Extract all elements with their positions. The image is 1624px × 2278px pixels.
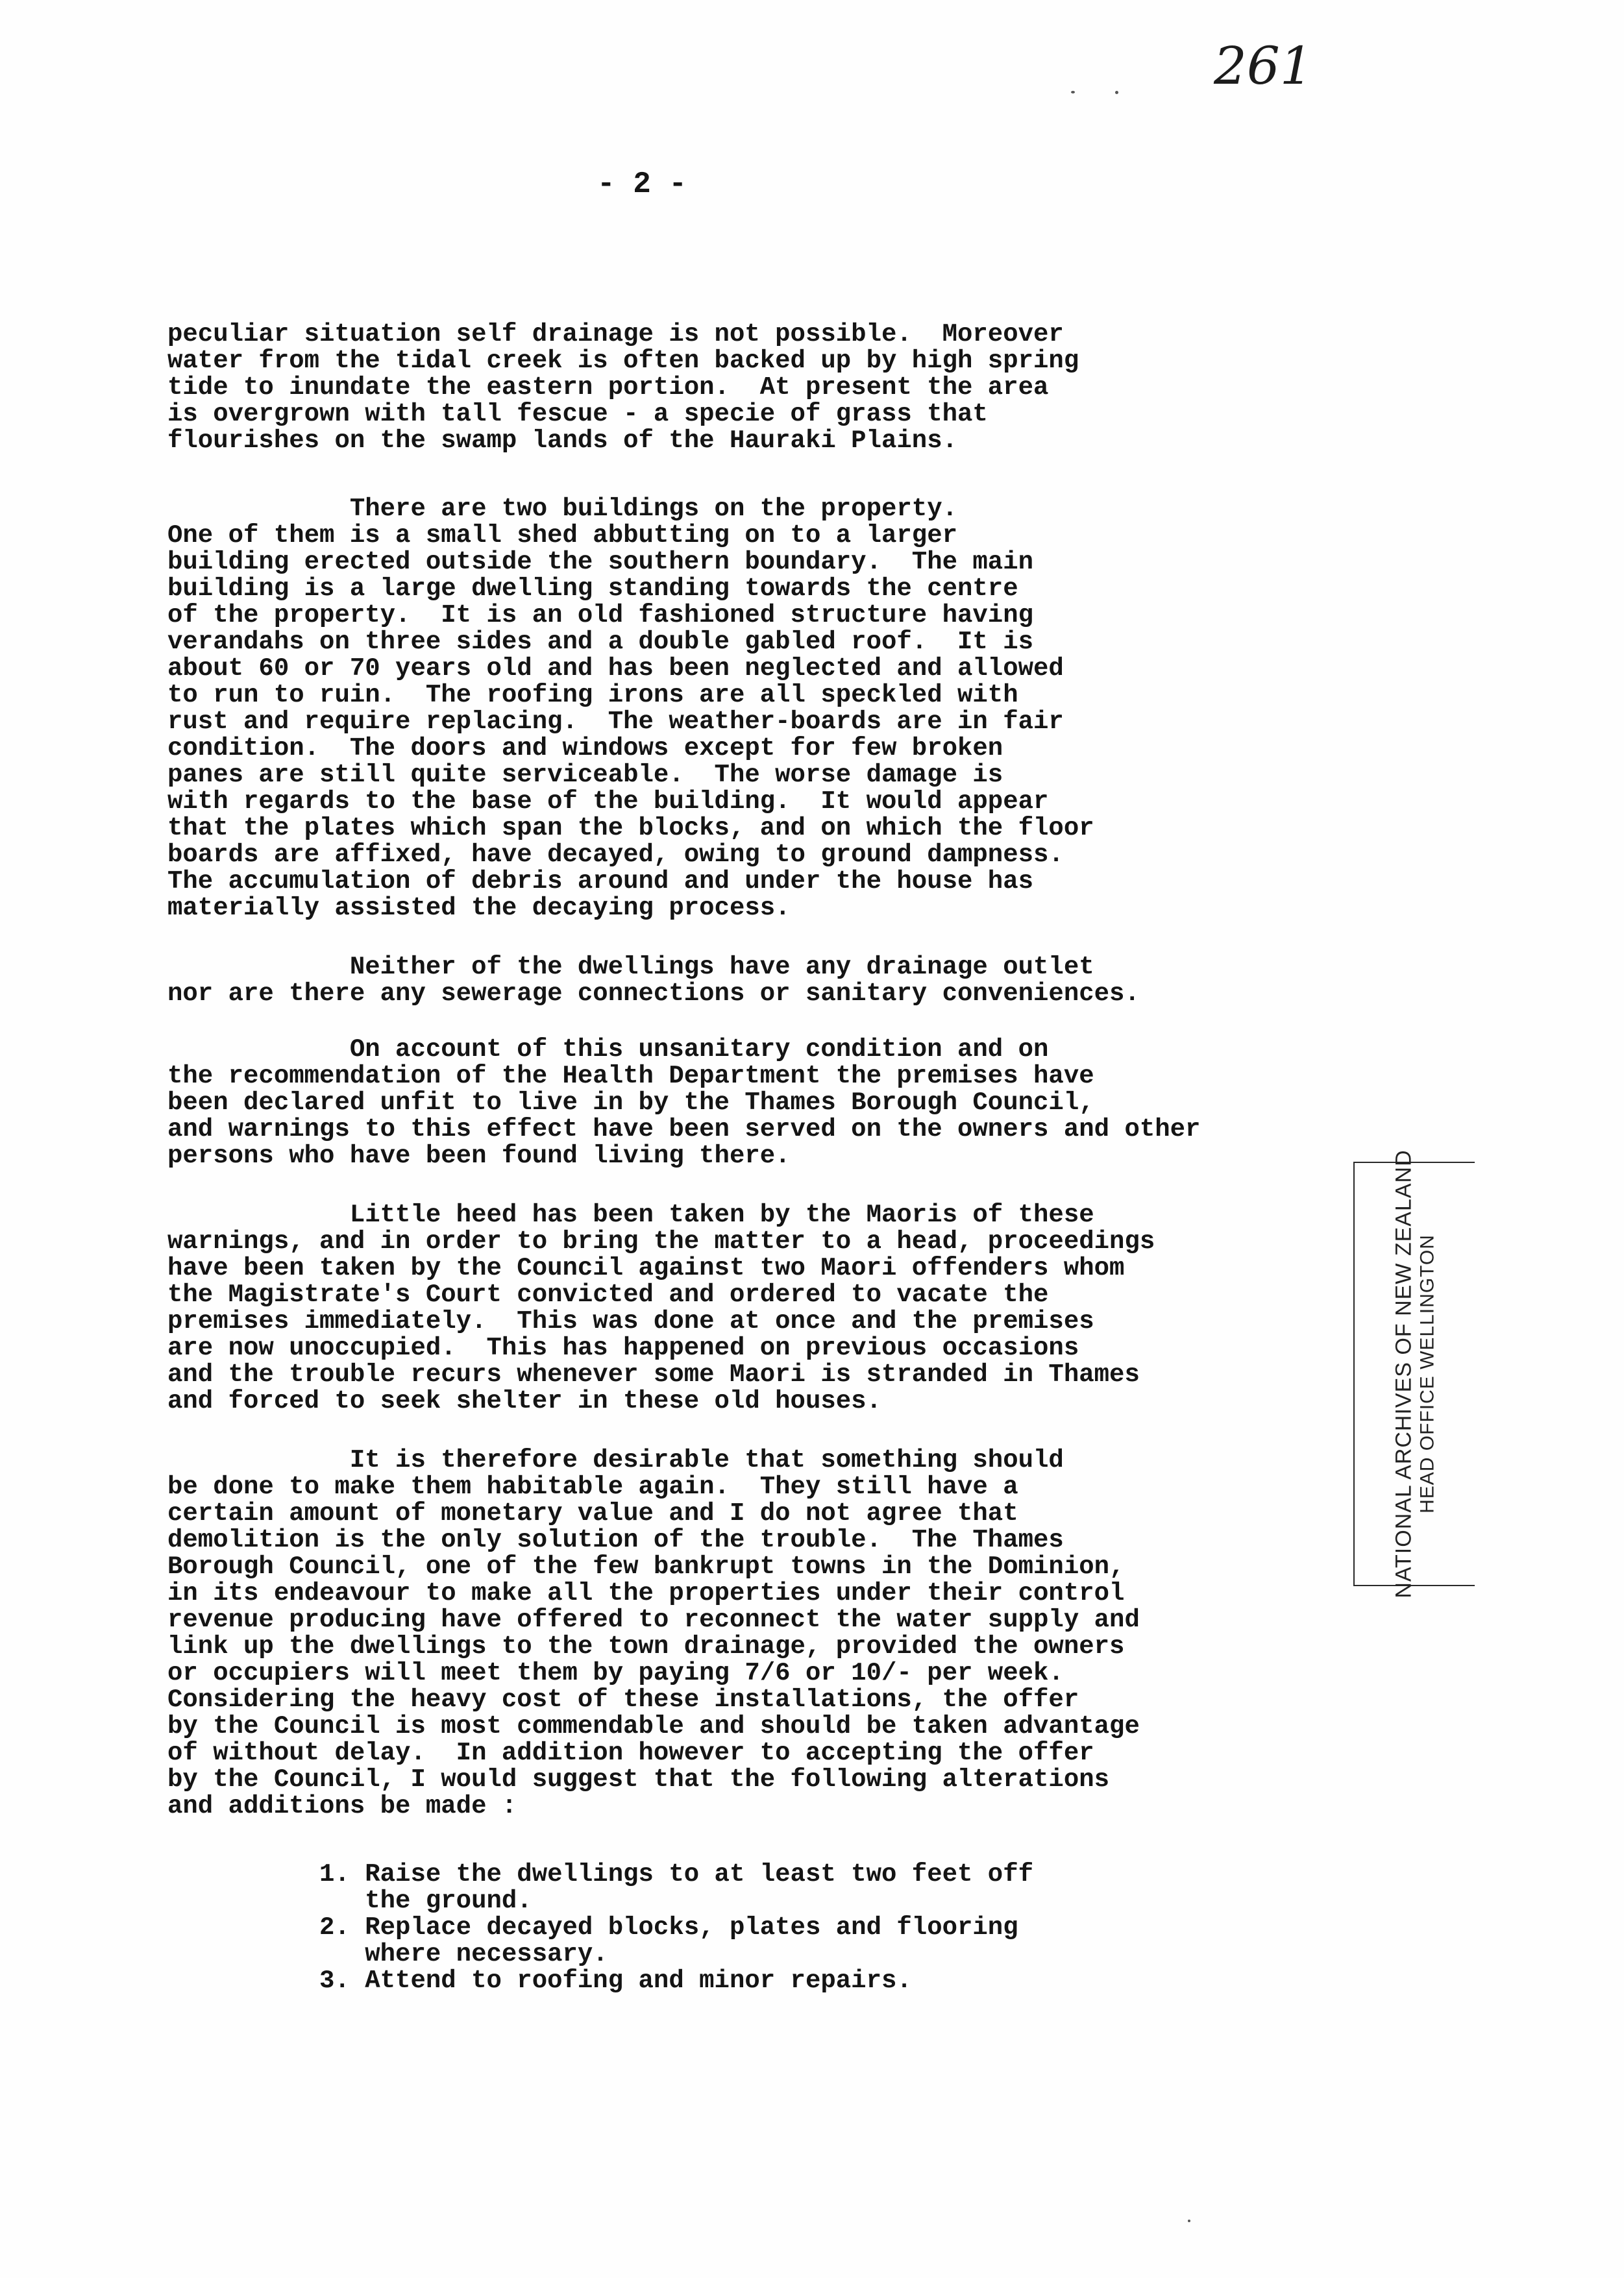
paragraph-buildings: There are two buildings on the property. One of them is a small shed abbutting on to a larger building erected outside the southern boundary. The main building is a large dwelling standing towards the centre of the property. It is an old fashioned structure having verandahs on three sides and a double gabled roof. It is about 60 or 70 years old and has been neglected and allowed to run to ruin. The roofing irons are all speckled with rust and require replacing. The weather-boards are in fair condition. The doors and windows except for few broken panes are still quite serviceable. The worse damage is with regards to the base of the building. It would appear that the plates which span the blocks, and on which the floor boards are affixed, have decayed, owing to ground dampness. The accumulation of debris around and under the house has materially assisted the decaying process. [167, 495, 1094, 922]
paragraph-recommendation: It is therefore desirable that something should be done to make them habitable again. They still have a certain amount of monetary value and I do not agree that demolition is the only solution of the trouble. The Thames Borough Council, one of the few bankrupt towns in the Dominion, in its endeavour to make all the properties under their control revenue producing have offered to reconnect the water supply and link up the dwellings to the town drainage, provided the owners or occupiers will meet them by paying 7/6 or 10/- per week. Considering the heavy cost of these installations, the offer by the Council is most commendable and should be taken advantage of without delay. In addition however to accepting the offer by the Council, I would suggest that the following alterations and additions be made : [167, 1446, 1140, 1820]
paragraph-drainage: peculiar situation self drainage is not possible. Moreover water from the tidal creek is often backed up by high spring tide to inundate the eastern portion. At present the area is overgrown with tall fescue - a specie of grass that flourishes on the swamp lands of the Hauraki Plains. [167, 320, 1079, 455]
paragraph-unsanitary: On account of this unsanitary condition and on the recommendation of the Health Department the premises have been declared unfit to live in by the Thames Borough Council, and warnings to this effect have been served on the owners and other persons who have been found living there. [167, 1035, 1201, 1170]
paragraph-maori-offenders: Little heed has been taken by the Maoris of these warnings, and in order to bring the matter to a head, proceedings have been taken by the Council against two Maori offenders whom the Magistrate's Court convicted and ordered to vacate the premises immediately. This was done at once and the premises are now unoccupied. This has happened on previous occasions and the trouble recurs whenever some Maori is stranded in Thames and forced to seek shelter in these old houses. [167, 1201, 1155, 1415]
paragraph-no-drainage: Neither of the dwellings have any drainage outlet nor are there any sewerage connections or sanitary conveniences. [167, 953, 1140, 1008]
scan-speck [1071, 91, 1075, 93]
folio-number: 261 [1214, 36, 1313, 96]
archive-stamp [1353, 1149, 1475, 1598]
archive-stamp-line1: NATIONAL ARCHIVES OF NEW ZEALAND [1391, 1149, 1416, 1598]
page-number: - 2 - [597, 167, 687, 201]
archive-stamp-line2: HEAD OFFICE WELLINGTON [1416, 1234, 1438, 1513]
alterations-list: 1. Raise the dwellings to at least two feet off the ground. 2. Replace decayed blocks, plates and flooring where necessary. 3. Attend to roofing and minor repairs. [319, 1860, 1034, 1995]
scan-speck [1188, 2220, 1190, 2222]
scan-speck [1115, 91, 1118, 94]
